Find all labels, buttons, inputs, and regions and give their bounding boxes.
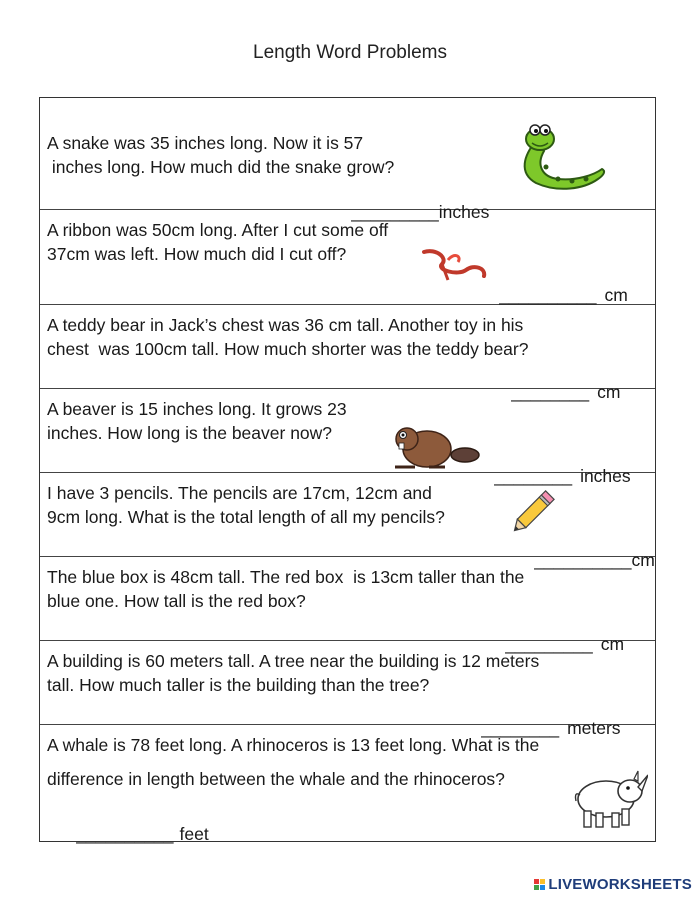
problem-3-line-1: A teddy bear in Jack’s chest was 36 cm tall. Another toy in his [47, 315, 524, 335]
answer-blank[interactable]: ________ [481, 718, 560, 738]
problem-4-line-2: inches. How long is the beaver now? [47, 423, 333, 443]
snake-icon [506, 123, 610, 201]
unit-label: feet [179, 824, 209, 844]
problem-2-line-2: 37cm was left. How much did I cut off? [47, 244, 347, 264]
problem-row-5 [40, 473, 655, 570]
problem-7-line-2: tall. How much taller is the building than the tree? [47, 675, 430, 695]
liveworksheets-logo [534, 876, 692, 893]
problem-row-6 [40, 557, 655, 654]
answer-blank[interactable]: __________ [534, 550, 632, 570]
pencil-icon [510, 487, 560, 533]
problem-row-1 [40, 98, 655, 222]
answer-blank[interactable]: __________ [76, 824, 174, 844]
problem-row-4 [40, 389, 655, 486]
answer-8[interactable] [47, 803, 209, 866]
unit-label: meters [567, 718, 621, 738]
answer-blank[interactable]: __________ [499, 285, 597, 305]
problem-5-line-2: 9cm long. What is the total length of all my pencils? [47, 507, 445, 527]
problem-row-2 [40, 210, 655, 305]
problem-row-3 [40, 305, 655, 402]
unit-label: cm [631, 550, 655, 570]
unit-label: cm [597, 382, 621, 402]
page-title: Length Word Problems [253, 42, 447, 63]
problem-6-line-1: The blue box is 48cm tall. The red box is 13cm taller than the [47, 567, 525, 587]
problem-8-line-2: difference in length between the whale and the rhinoceros? [47, 769, 505, 789]
problem-6-line-2: blue one. How tall is the red box? [47, 591, 306, 611]
problem-row-7 [40, 641, 655, 738]
problem-row-8 [40, 725, 655, 843]
problem-5-line-1: I have 3 pencils. The pencils are 17cm, 12cm and [47, 483, 432, 503]
unit-label: inches [438, 202, 490, 222]
problem-7-line-1: A building is 60 meters tall. A tree near the building is 12 meters [47, 651, 540, 671]
problems-table [39, 97, 656, 842]
answer-blank[interactable]: _________ [505, 634, 593, 654]
problem-4-line-1: A beaver is 15 inches long. It grows 23 [47, 399, 347, 419]
logo-squares-icon [534, 879, 545, 890]
unit-label: cm [604, 285, 628, 305]
problem-3-line-2: chest was 100cm tall. How much shorter was the teddy bear? [47, 339, 529, 359]
answer-blank[interactable]: ________ [494, 466, 573, 486]
problem-2-line-1: A ribbon was 50cm long. After I cut some off [47, 220, 389, 240]
rhinoceros-icon [568, 761, 648, 831]
problem-1-line-1: A snake was 35 inches long. Now it is 57 [47, 133, 364, 153]
answer-blank[interactable]: ________ [511, 382, 590, 402]
problem-8-line-1: A whale is 78 feet long. A rhinoceros is 13 feet long. What is the [47, 735, 540, 755]
unit-label: cm [600, 634, 625, 654]
answer-blank[interactable]: _________ [351, 202, 439, 222]
brand-name: LIVEWORKSHEETS [548, 876, 692, 893]
unit-label: inches [580, 466, 631, 486]
problem-1-line-2: inches long. How much did the snake grow? [47, 157, 395, 177]
